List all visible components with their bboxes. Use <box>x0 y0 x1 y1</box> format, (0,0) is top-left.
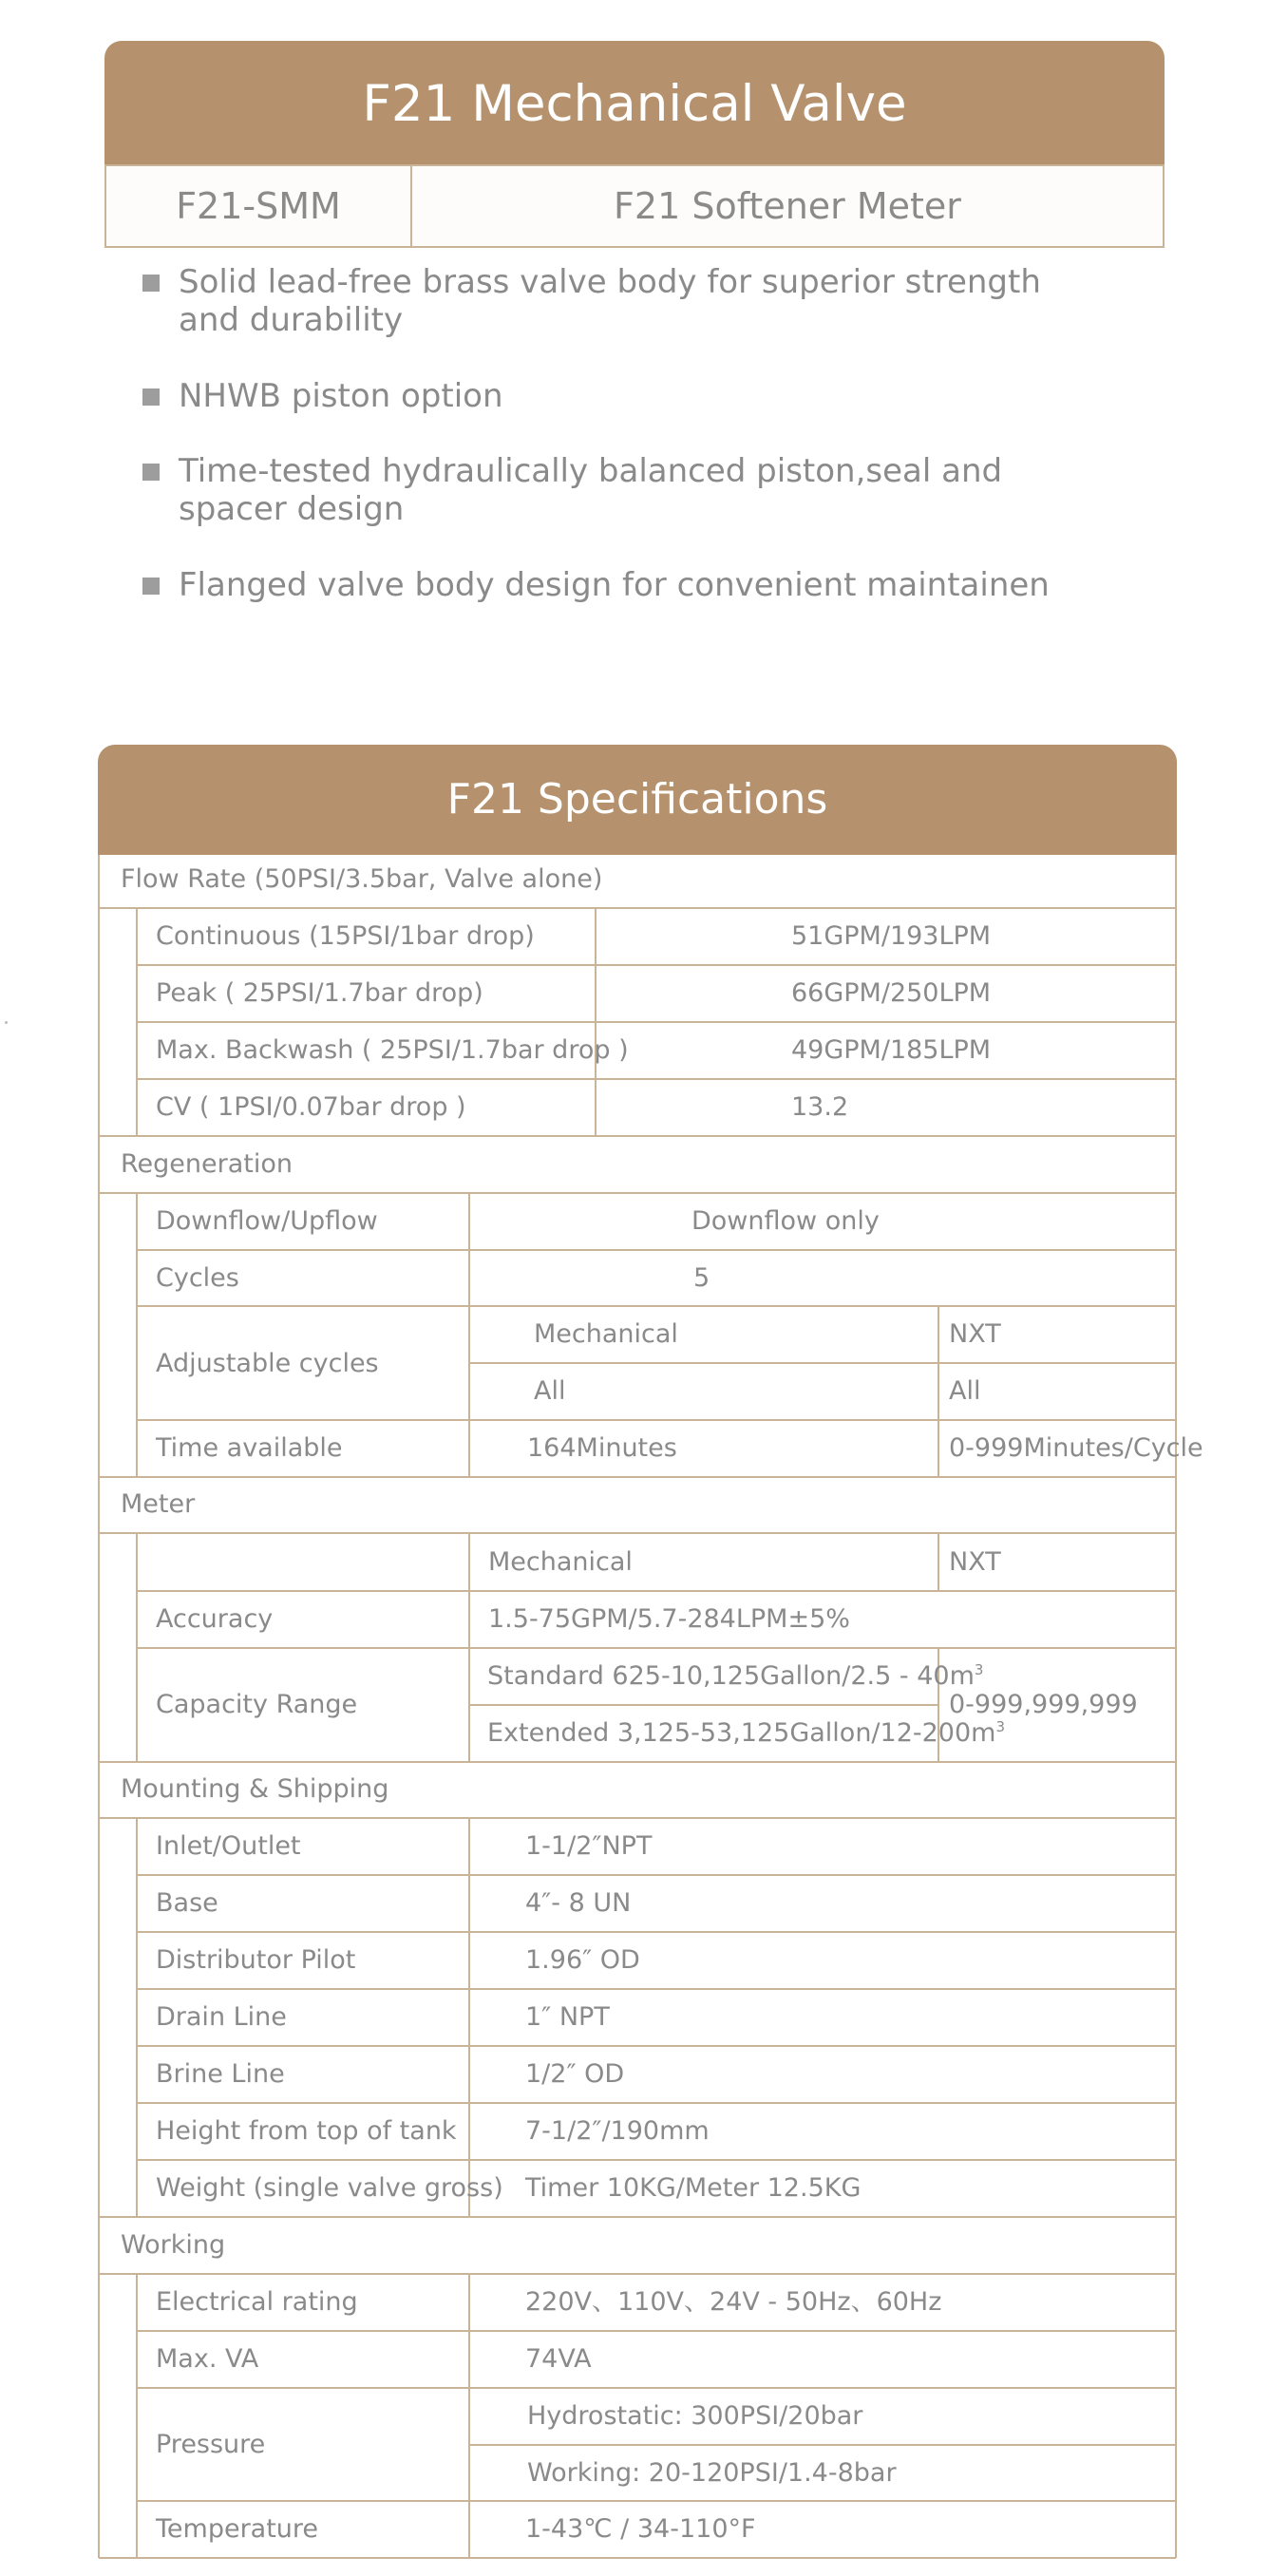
spec-value: 74VA <box>525 2344 592 2374</box>
spec-value: 4″- 8 UN <box>525 1888 632 1918</box>
spec-value: 220V、110V、24V - 50Hz、60Hz <box>525 2287 942 2317</box>
product-subheader <box>104 164 1165 248</box>
spec-label: Height from top of tank <box>156 2116 457 2146</box>
spec-label: Brine Line <box>156 2059 285 2089</box>
capacity-standard: Standard 625-10,125Gallon/2.5 - $40m^3$ <box>487 1661 984 1691</box>
feature-text: Flanged valve body design for convenient maintainen <box>179 566 1050 604</box>
spec-label: Peak ( 25PSI/1.7bar drop) <box>156 978 483 1008</box>
spec-column-header: Mechanical <box>488 1547 633 1577</box>
stray-dot <box>5 1021 8 1024</box>
capacity-extended: Extended $3,125-53,125Gallon/12-200m^3$ <box>487 1718 1006 1748</box>
spec-value: 13.2 <box>791 1092 849 1122</box>
specs-title: F21 Specifications <box>446 775 828 824</box>
product-subtitle: F21 Softener Meter <box>614 185 961 227</box>
spec-label: Accuracy <box>156 1604 274 1634</box>
spec-label: Downflow/Upflow <box>156 1206 378 1236</box>
spec-value: Timer 10KG/Meter 12.5KG <box>525 2173 862 2203</box>
section-regeneration-heading: Regeneration <box>121 1149 293 1179</box>
section-working-heading: Working <box>121 2230 226 2260</box>
spec-value: 66GPM/250LPM <box>791 978 992 1008</box>
spec-value: 0-999,999,999 <box>949 1690 1138 1719</box>
spec-label: Capacity Range <box>156 1690 358 1719</box>
spec-value: Downflow only <box>691 1206 880 1236</box>
spec-label: Base <box>156 1888 218 1918</box>
product-card <box>104 41 1165 248</box>
spec-label: Pressure <box>156 2430 266 2459</box>
spec-label: Drain Line <box>156 2002 287 2032</box>
spec-label: Max. VA <box>156 2344 259 2374</box>
spec-value: All <box>949 1376 981 1406</box>
product-header <box>104 41 1165 168</box>
bullet-square-icon <box>142 275 160 292</box>
spec-label: Max. Backwash ( 25PSI/1.7bar drop ) <box>156 1035 629 1065</box>
spec-value: 5 <box>693 1263 710 1293</box>
spec-value: 0-999Minutes/Cycle <box>949 1433 1203 1463</box>
spec-value: 7-1/2″/190mm <box>525 2116 710 2146</box>
spec-value: 1.96″ OD <box>525 1945 640 1975</box>
spec-label: CV ( 1PSI/0.07bar drop ) <box>156 1092 466 1122</box>
spec-label: Electrical rating <box>156 2287 358 2317</box>
spec-value: 1″ NPT <box>525 2002 610 2032</box>
spec-value: Working: 20-120PSI/1.4-8bar <box>527 2458 897 2488</box>
spec-label: Adjustable cycles <box>156 1349 379 1378</box>
spec-value: 1-43℃ / 34-110°F <box>525 2514 756 2544</box>
feature-text: Solid lead-free brass valve body for superior strength <box>179 263 1041 301</box>
bullet-square-icon <box>142 578 160 595</box>
spec-label: Cycles <box>156 1263 239 1293</box>
spec-value: 49GPM/185LPM <box>791 1035 992 1065</box>
spec-value: 51GPM/193LPM <box>791 921 992 951</box>
specs-header <box>98 745 1177 855</box>
feature-text: NHWB piston option <box>179 377 503 415</box>
feature-text: spacer design <box>179 490 405 528</box>
section-mounting-heading: Mounting & Shipping <box>121 1774 389 1804</box>
spec-value: All <box>534 1376 566 1406</box>
spec-column-header: Mechanical <box>534 1319 678 1349</box>
spec-value: Hydrostatic: 300PSI/20bar <box>527 2401 863 2431</box>
spec-value: 164Minutes <box>527 1433 677 1463</box>
spec-label: Time available <box>156 1433 343 1463</box>
section-flow-rate-heading: Flow Rate (50PSI/3.5bar, Valve alone) <box>121 864 603 894</box>
product-title: F21 Mechanical Valve <box>362 75 907 133</box>
feature-text: Time-tested hydraulically balanced piston,seal and <box>179 452 1003 490</box>
spec-value: 1/2″ OD <box>525 2059 625 2089</box>
spec-column-header: NXT <box>949 1547 1001 1577</box>
spec-column-header: NXT <box>949 1319 1001 1349</box>
spec-label: Distributor Pilot <box>156 1945 356 1975</box>
bullet-square-icon <box>142 388 160 406</box>
section-meter-heading: Meter <box>121 1489 196 1519</box>
spec-label: Continuous (15PSI/1bar drop) <box>156 921 535 951</box>
spec-label: Inlet/Outlet <box>156 1831 301 1861</box>
product-model: F21-SMM <box>176 185 341 227</box>
spec-label: Temperature <box>156 2514 319 2544</box>
feature-text: and durability <box>179 301 404 339</box>
spec-value: 1-1/2″NPT <box>525 1831 653 1861</box>
spec-label: Weight (single valve gross) <box>156 2173 503 2203</box>
bullet-square-icon <box>142 464 160 481</box>
spec-value: 1.5-75GPM/5.7-284LPM±5% <box>488 1604 850 1634</box>
